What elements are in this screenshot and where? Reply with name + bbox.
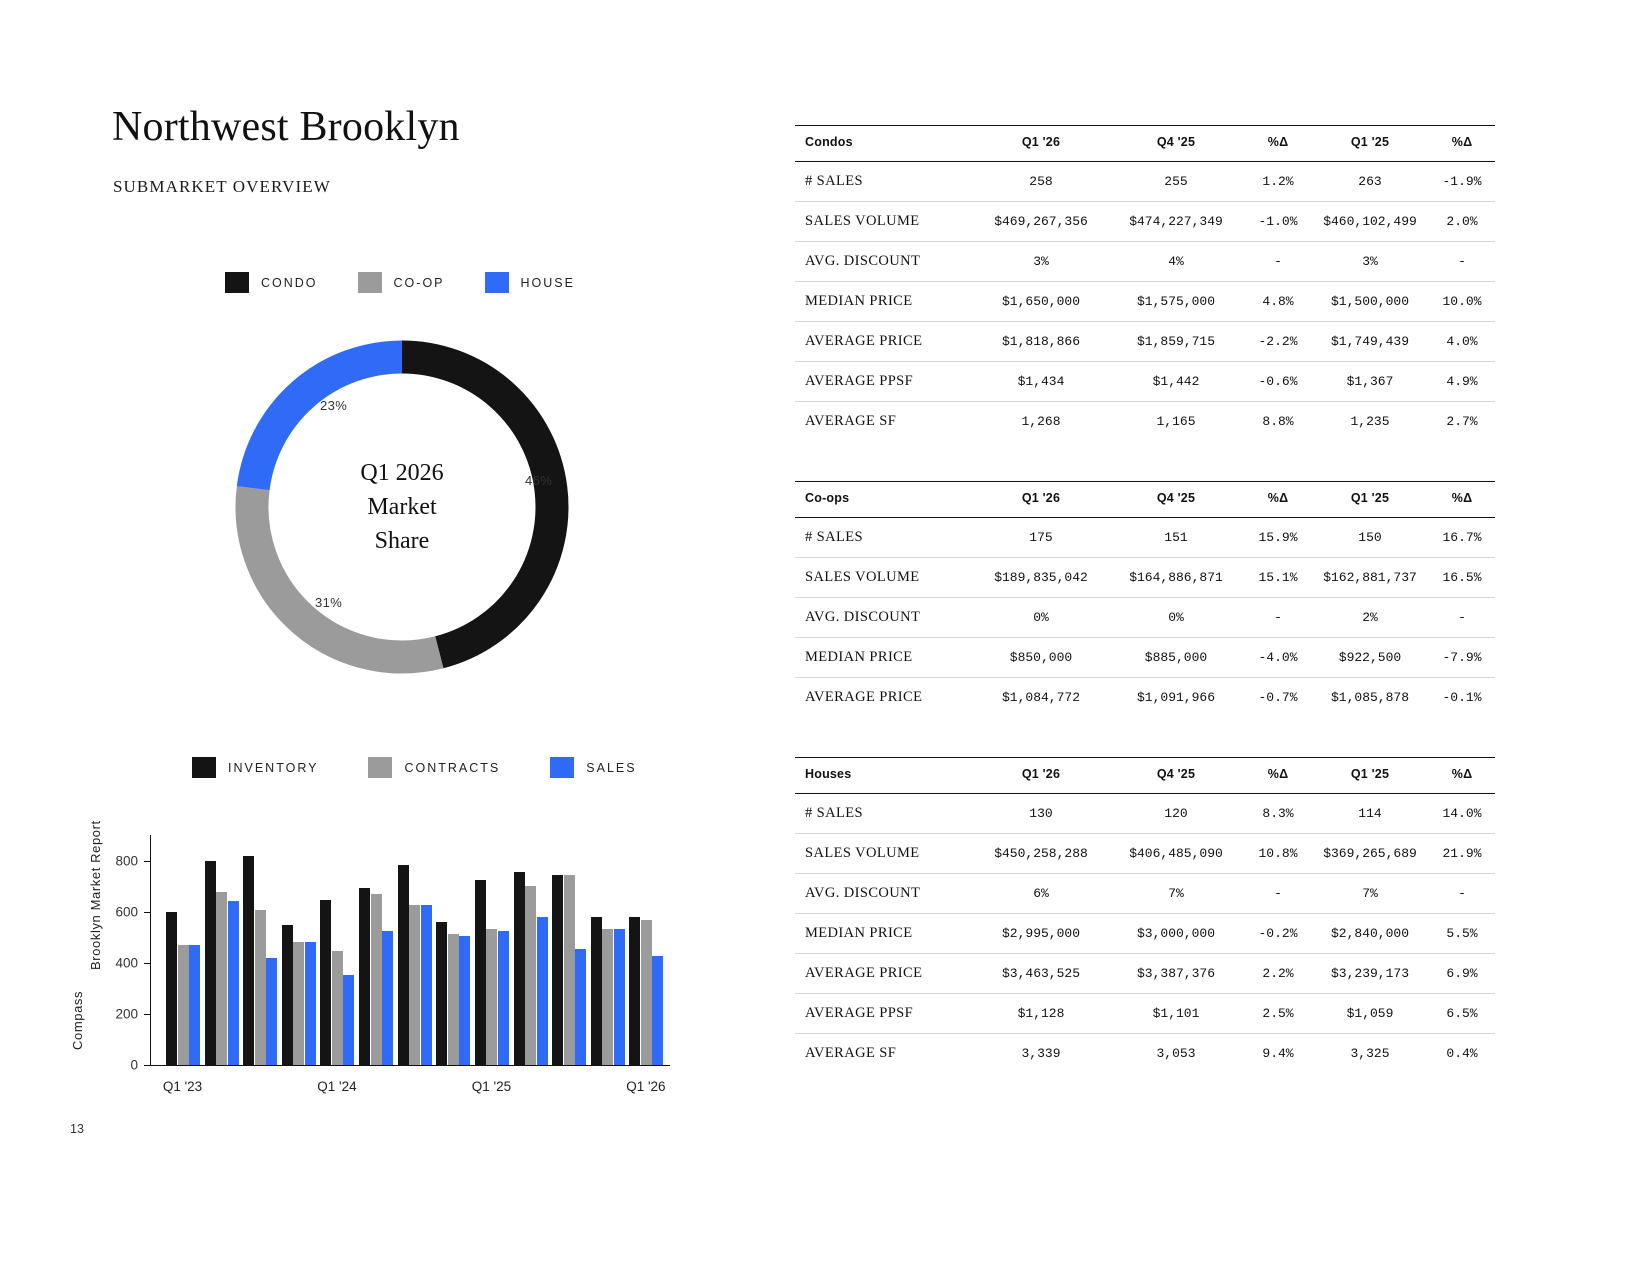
row-label: AVG. DISCOUNT bbox=[795, 598, 975, 638]
table-row bbox=[795, 598, 1495, 638]
table-cell: 3,339 bbox=[1021, 1046, 1061, 1061]
table-cell: - bbox=[1429, 598, 1495, 638]
bar-group bbox=[629, 835, 668, 1065]
table-cell: 1,268 bbox=[1021, 414, 1061, 429]
table-cell: 1,235 bbox=[1350, 414, 1390, 429]
bar-group bbox=[243, 835, 282, 1065]
table-header-row bbox=[795, 126, 1495, 162]
table-condos bbox=[795, 125, 1495, 441]
table-cell: 2.7% bbox=[1446, 414, 1478, 429]
bar-sales bbox=[421, 905, 432, 1065]
table-row bbox=[795, 202, 1495, 242]
bar-group bbox=[320, 835, 359, 1065]
y-axis-tick-label: 600 bbox=[115, 904, 138, 920]
table-cell: - bbox=[1429, 242, 1495, 282]
table-cell: 6.9% bbox=[1429, 954, 1495, 994]
table-cell: 175 bbox=[975, 518, 1107, 558]
table-cell: $850,000 bbox=[975, 638, 1107, 678]
bar-contracts bbox=[486, 929, 497, 1065]
table-cell: 255 bbox=[1107, 162, 1245, 202]
row-label: MEDIAN PRICE bbox=[795, 282, 975, 322]
table-cell: -2.2% bbox=[1245, 322, 1311, 362]
side-vertical-labels bbox=[70, 800, 103, 1060]
table-cell: $1,085,878 bbox=[1330, 690, 1409, 705]
bar-inventory bbox=[514, 872, 525, 1065]
bar-inventory bbox=[359, 888, 370, 1065]
bar-contracts bbox=[448, 934, 459, 1065]
table-cell: -0.7% bbox=[1258, 690, 1298, 705]
table-cell: $885,000 bbox=[1107, 638, 1245, 678]
table-row bbox=[795, 518, 1495, 558]
table-cell: $1,442 bbox=[1107, 362, 1245, 402]
column-header: Q1 '25 bbox=[1311, 758, 1429, 794]
column-header: %Δ bbox=[1245, 758, 1311, 794]
bar-contracts bbox=[525, 886, 536, 1065]
table-cell: 4.0% bbox=[1429, 322, 1495, 362]
table-coops bbox=[795, 481, 1495, 717]
y-axis-tick-label: 0 bbox=[130, 1057, 138, 1073]
row-label: AVERAGE PRICE bbox=[805, 689, 923, 705]
bar-inventory bbox=[243, 856, 254, 1065]
bar-inventory bbox=[552, 875, 563, 1065]
donut-legend bbox=[225, 272, 615, 293]
table-title: Co-ops bbox=[795, 482, 975, 518]
column-header: Q1 '25 bbox=[1311, 126, 1429, 162]
bar-legend-item bbox=[550, 757, 636, 778]
bar-inventory bbox=[205, 861, 216, 1065]
bar-sales bbox=[537, 917, 548, 1065]
bar-contracts bbox=[602, 929, 613, 1065]
donut-center-line-3: Share bbox=[374, 528, 430, 555]
donut-label-house: 23% bbox=[320, 398, 348, 413]
bar-group bbox=[591, 835, 630, 1065]
donut-segment-condo bbox=[402, 357, 552, 652]
row-label: MEDIAN PRICE bbox=[795, 638, 975, 678]
bar-inventory bbox=[436, 922, 447, 1065]
bar-sales bbox=[343, 975, 354, 1065]
table-cell: 16.7% bbox=[1429, 518, 1495, 558]
column-header: %Δ bbox=[1245, 126, 1311, 162]
donut-legend-item bbox=[358, 272, 445, 293]
table-cell: 1.2% bbox=[1245, 162, 1311, 202]
left-column bbox=[0, 0, 780, 1275]
donut-legend-label: HOUSE bbox=[520, 275, 575, 290]
bar-contracts bbox=[293, 942, 304, 1065]
table-cell: $164,886,871 bbox=[1107, 558, 1245, 598]
bar-sales bbox=[189, 945, 200, 1065]
row-label: SALES VOLUME bbox=[795, 834, 975, 874]
row-label: AVERAGE SF bbox=[805, 413, 897, 429]
table-houses bbox=[795, 757, 1495, 1073]
table-cell: 2.2% bbox=[1245, 954, 1311, 994]
table-cell: $1,859,715 bbox=[1107, 322, 1245, 362]
table-row bbox=[795, 794, 1495, 834]
bar-plot-area bbox=[115, 835, 670, 1094]
legend-swatch-icon bbox=[225, 272, 249, 293]
x-axis bbox=[150, 1065, 670, 1066]
table-row bbox=[795, 914, 1495, 954]
row-label: AVERAGE PPSF bbox=[795, 362, 975, 402]
table-cell: 3% bbox=[1311, 242, 1429, 282]
bar-legend-label: INVENTORY bbox=[228, 760, 319, 775]
donut-svg bbox=[220, 325, 584, 689]
table-cell: 120 bbox=[1107, 794, 1245, 834]
row-label: SALES VOLUME bbox=[795, 202, 975, 242]
table-cell: $450,258,288 bbox=[975, 834, 1107, 874]
table-cell: $1,818,866 bbox=[975, 322, 1107, 362]
table-cell: $1,434 bbox=[975, 362, 1107, 402]
bar-contracts bbox=[409, 905, 420, 1065]
table-cell: $1,059 bbox=[1311, 994, 1429, 1034]
bar-sales bbox=[228, 901, 239, 1065]
x-axis-tick-label: Q1 '26 bbox=[626, 1079, 666, 1094]
table-cell: $469,267,356 bbox=[975, 202, 1107, 242]
table-cell: 14.0% bbox=[1429, 794, 1495, 834]
bar-inventory bbox=[166, 912, 177, 1065]
bar-sales bbox=[459, 936, 470, 1065]
legend-swatch-icon bbox=[485, 272, 509, 293]
bar-group bbox=[282, 835, 321, 1065]
donut-legend-label: CO-OP bbox=[393, 275, 445, 290]
table-header-row bbox=[795, 482, 1495, 518]
table-cell: 0% bbox=[1107, 598, 1245, 638]
row-label: AVERAGE SF bbox=[805, 1045, 897, 1061]
table-cell: -7.9% bbox=[1429, 638, 1495, 678]
row-label: SALES VOLUME bbox=[795, 558, 975, 598]
table-title: Houses bbox=[795, 758, 975, 794]
bar-sales bbox=[575, 949, 586, 1065]
side-label-report: Brooklyn Market Report bbox=[88, 820, 103, 970]
table-cell: 150 bbox=[1311, 518, 1429, 558]
bar-chart-legend bbox=[192, 757, 687, 778]
table-cell: $3,387,376 bbox=[1107, 954, 1245, 994]
table-cell: $2,995,000 bbox=[975, 914, 1107, 954]
bar-contracts bbox=[641, 920, 652, 1065]
table-cell: 0.4% bbox=[1446, 1046, 1478, 1061]
bar-inventory bbox=[475, 880, 486, 1065]
table-row bbox=[795, 678, 1495, 718]
table-cell: $1,575,000 bbox=[1107, 282, 1245, 322]
table-row bbox=[795, 558, 1495, 598]
table-cell: - bbox=[1429, 874, 1495, 914]
bar-group bbox=[436, 835, 475, 1065]
market-tables bbox=[795, 125, 1482, 1073]
column-header: Q1 '26 bbox=[975, 126, 1107, 162]
table-cell: $1,650,000 bbox=[975, 282, 1107, 322]
page-number: 13 bbox=[70, 1122, 84, 1136]
donut-segment-house bbox=[253, 357, 402, 488]
bar-contracts bbox=[332, 951, 343, 1065]
bar-group bbox=[475, 835, 514, 1065]
table-cell: $3,463,525 bbox=[975, 954, 1107, 994]
bar-sales bbox=[266, 958, 277, 1065]
table-cell: 16.5% bbox=[1429, 558, 1495, 598]
column-header: %Δ bbox=[1429, 758, 1495, 794]
bar-inventory bbox=[320, 900, 331, 1065]
row-label: # SALES bbox=[795, 518, 975, 558]
row-label: AVERAGE PPSF bbox=[795, 994, 975, 1034]
table-row bbox=[795, 638, 1495, 678]
bar-inventory bbox=[591, 917, 602, 1065]
legend-swatch-icon bbox=[368, 757, 392, 778]
table-cell: 0% bbox=[975, 598, 1107, 638]
table-cell: $1,367 bbox=[1311, 362, 1429, 402]
table-row bbox=[795, 162, 1495, 202]
y-axis-tick bbox=[144, 861, 150, 862]
table-cell: 15.1% bbox=[1245, 558, 1311, 598]
donut-center-line-2: Market bbox=[367, 493, 437, 520]
x-axis-tick-label: Q1 '23 bbox=[162, 1079, 203, 1094]
bar-contracts bbox=[564, 875, 575, 1065]
table-cell: $922,500 bbox=[1311, 638, 1429, 678]
table-cell: 263 bbox=[1311, 162, 1429, 202]
column-header: Q1 '26 bbox=[975, 758, 1107, 794]
table-cell: 21.9% bbox=[1429, 834, 1495, 874]
table-cell: 130 bbox=[975, 794, 1107, 834]
column-header: %Δ bbox=[1429, 126, 1495, 162]
y-axis-tick bbox=[144, 963, 150, 964]
table-row bbox=[795, 282, 1495, 322]
table-row bbox=[795, 954, 1495, 994]
table-cell: 4.9% bbox=[1429, 362, 1495, 402]
table-cell: 8.8% bbox=[1262, 414, 1294, 429]
bar-group bbox=[514, 835, 553, 1065]
bar-sales bbox=[382, 931, 393, 1065]
y-axis-tick bbox=[144, 1065, 150, 1066]
row-label: # SALES bbox=[795, 794, 975, 834]
table-cell: 8.3% bbox=[1245, 794, 1311, 834]
table-cell: -1.9% bbox=[1429, 162, 1495, 202]
table-cell: $1,101 bbox=[1107, 994, 1245, 1034]
table-cell: 114 bbox=[1311, 794, 1429, 834]
x-axis-tick-label: Q1 '24 bbox=[317, 1079, 357, 1094]
market-share-donut-chart bbox=[220, 325, 584, 689]
bar-group bbox=[359, 835, 398, 1065]
table-cell: 7% bbox=[1311, 874, 1429, 914]
donut-legend-item bbox=[485, 272, 575, 293]
bar-legend-label: CONTRACTS bbox=[404, 760, 501, 775]
y-axis bbox=[150, 835, 151, 1065]
table-cell: - bbox=[1245, 598, 1311, 638]
row-label: AVG. DISCOUNT bbox=[795, 242, 975, 282]
table-row bbox=[795, 242, 1495, 282]
table-row bbox=[795, 834, 1495, 874]
legend-swatch-icon bbox=[550, 757, 574, 778]
table-cell: -1.0% bbox=[1245, 202, 1311, 242]
bar-inventory bbox=[629, 917, 640, 1065]
column-header: Q4 '25 bbox=[1107, 126, 1245, 162]
table-cell: $3,239,173 bbox=[1311, 954, 1429, 994]
bar-contracts bbox=[371, 894, 382, 1065]
column-header: Q1 '25 bbox=[1311, 482, 1429, 518]
x-axis-tick-label: Q1 '25 bbox=[471, 1079, 512, 1094]
table-row bbox=[795, 874, 1495, 914]
table-cell: $1,091,966 bbox=[1136, 690, 1215, 705]
table-cell: 5.5% bbox=[1429, 914, 1495, 954]
table-cell: $189,835,042 bbox=[975, 558, 1107, 598]
row-label: AVERAGE PRICE bbox=[795, 954, 975, 994]
bar-contracts bbox=[255, 910, 266, 1065]
inventory-contracts-sales-bar-chart bbox=[115, 835, 670, 1125]
row-label: # SALES bbox=[795, 162, 975, 202]
table-cell: $1,128 bbox=[975, 994, 1107, 1034]
bar-group bbox=[166, 835, 205, 1065]
table-cell: 10.0% bbox=[1429, 282, 1495, 322]
column-header: %Δ bbox=[1429, 482, 1495, 518]
bar-inventory bbox=[398, 865, 409, 1065]
y-axis-tick-label: 400 bbox=[115, 955, 138, 971]
table-row bbox=[795, 1034, 1495, 1074]
bar-contracts bbox=[178, 945, 189, 1065]
table-row bbox=[795, 994, 1495, 1034]
table-cell: 3,053 bbox=[1156, 1046, 1196, 1061]
y-axis-tick bbox=[144, 1014, 150, 1015]
y-axis-tick bbox=[144, 912, 150, 913]
table-cell: 9.4% bbox=[1262, 1046, 1294, 1061]
table-cell: $3,000,000 bbox=[1107, 914, 1245, 954]
table-cell: 258 bbox=[975, 162, 1107, 202]
legend-swatch-icon bbox=[192, 757, 216, 778]
bar-group bbox=[398, 835, 437, 1065]
table-cell: -0.1% bbox=[1442, 690, 1482, 705]
y-axis-tick-label: 800 bbox=[115, 853, 138, 869]
table-cell: $1,749,439 bbox=[1311, 322, 1429, 362]
row-label: AVG. DISCOUNT bbox=[795, 874, 975, 914]
donut-legend-label: CONDO bbox=[261, 275, 318, 290]
table-cell: 2.5% bbox=[1245, 994, 1311, 1034]
bar-sales bbox=[614, 929, 625, 1065]
table-cell: $369,265,689 bbox=[1311, 834, 1429, 874]
table-cell: 10.8% bbox=[1245, 834, 1311, 874]
table-cell: 6.5% bbox=[1429, 994, 1495, 1034]
table-row bbox=[795, 402, 1495, 442]
donut-label-condo: 46% bbox=[525, 473, 553, 488]
table-cell: $2,840,000 bbox=[1311, 914, 1429, 954]
bar-group bbox=[205, 835, 244, 1065]
table-row bbox=[795, 362, 1495, 402]
table-cell: $474,227,349 bbox=[1107, 202, 1245, 242]
bar-contracts bbox=[216, 892, 227, 1065]
row-label: AVERAGE PRICE bbox=[795, 322, 975, 362]
bar-sales bbox=[652, 956, 663, 1065]
bar-legend-item bbox=[368, 757, 500, 778]
table-cell: -0.2% bbox=[1245, 914, 1311, 954]
bar-legend-item bbox=[192, 757, 318, 778]
table-cell: 1,165 bbox=[1156, 414, 1196, 429]
bar-inventory bbox=[282, 925, 293, 1065]
table-cell: 4% bbox=[1107, 242, 1245, 282]
table-cell: $1,084,772 bbox=[1001, 690, 1080, 705]
table-cell: - bbox=[1245, 242, 1311, 282]
y-axis-tick-label: 200 bbox=[115, 1006, 138, 1022]
page-title: Northwest Brooklyn bbox=[112, 104, 460, 150]
table-row bbox=[795, 322, 1495, 362]
table-title: Condos bbox=[795, 126, 975, 162]
bar-group bbox=[552, 835, 591, 1065]
donut-segment-coop bbox=[252, 488, 439, 657]
table-cell: 3% bbox=[975, 242, 1107, 282]
table-header-row bbox=[795, 758, 1495, 794]
table-cell: 6% bbox=[975, 874, 1107, 914]
column-header: Q4 '25 bbox=[1107, 482, 1245, 518]
table-cell: $1,500,000 bbox=[1311, 282, 1429, 322]
donut-legend-item bbox=[225, 272, 318, 293]
table-cell: 15.9% bbox=[1245, 518, 1311, 558]
table-cell: -0.6% bbox=[1245, 362, 1311, 402]
table-cell: 2.0% bbox=[1429, 202, 1495, 242]
legend-swatch-icon bbox=[358, 272, 382, 293]
column-header: %Δ bbox=[1245, 482, 1311, 518]
table-cell: - bbox=[1245, 874, 1311, 914]
table-cell: $460,102,499 bbox=[1311, 202, 1429, 242]
donut-center-line-1: Q1 2026 bbox=[360, 459, 444, 486]
column-header: Q4 '25 bbox=[1107, 758, 1245, 794]
table-cell: 7% bbox=[1107, 874, 1245, 914]
table-cell: 151 bbox=[1107, 518, 1245, 558]
side-label-brand: Compass bbox=[70, 990, 85, 1050]
table-cell: $406,485,090 bbox=[1107, 834, 1245, 874]
table-cell: -4.0% bbox=[1245, 638, 1311, 678]
donut-label-coop: 31% bbox=[315, 595, 343, 610]
column-header: Q1 '26 bbox=[975, 482, 1107, 518]
table-cell: 4.8% bbox=[1245, 282, 1311, 322]
table-cell: 2% bbox=[1311, 598, 1429, 638]
bar-sales bbox=[498, 931, 509, 1065]
table-cell: $162,881,737 bbox=[1311, 558, 1429, 598]
bar-legend-label: SALES bbox=[586, 760, 637, 775]
bar-sales bbox=[305, 942, 316, 1065]
row-label: MEDIAN PRICE bbox=[795, 914, 975, 954]
page-subtitle: SUBMARKET OVERVIEW bbox=[113, 177, 331, 196]
table-cell: 3,325 bbox=[1350, 1046, 1390, 1061]
